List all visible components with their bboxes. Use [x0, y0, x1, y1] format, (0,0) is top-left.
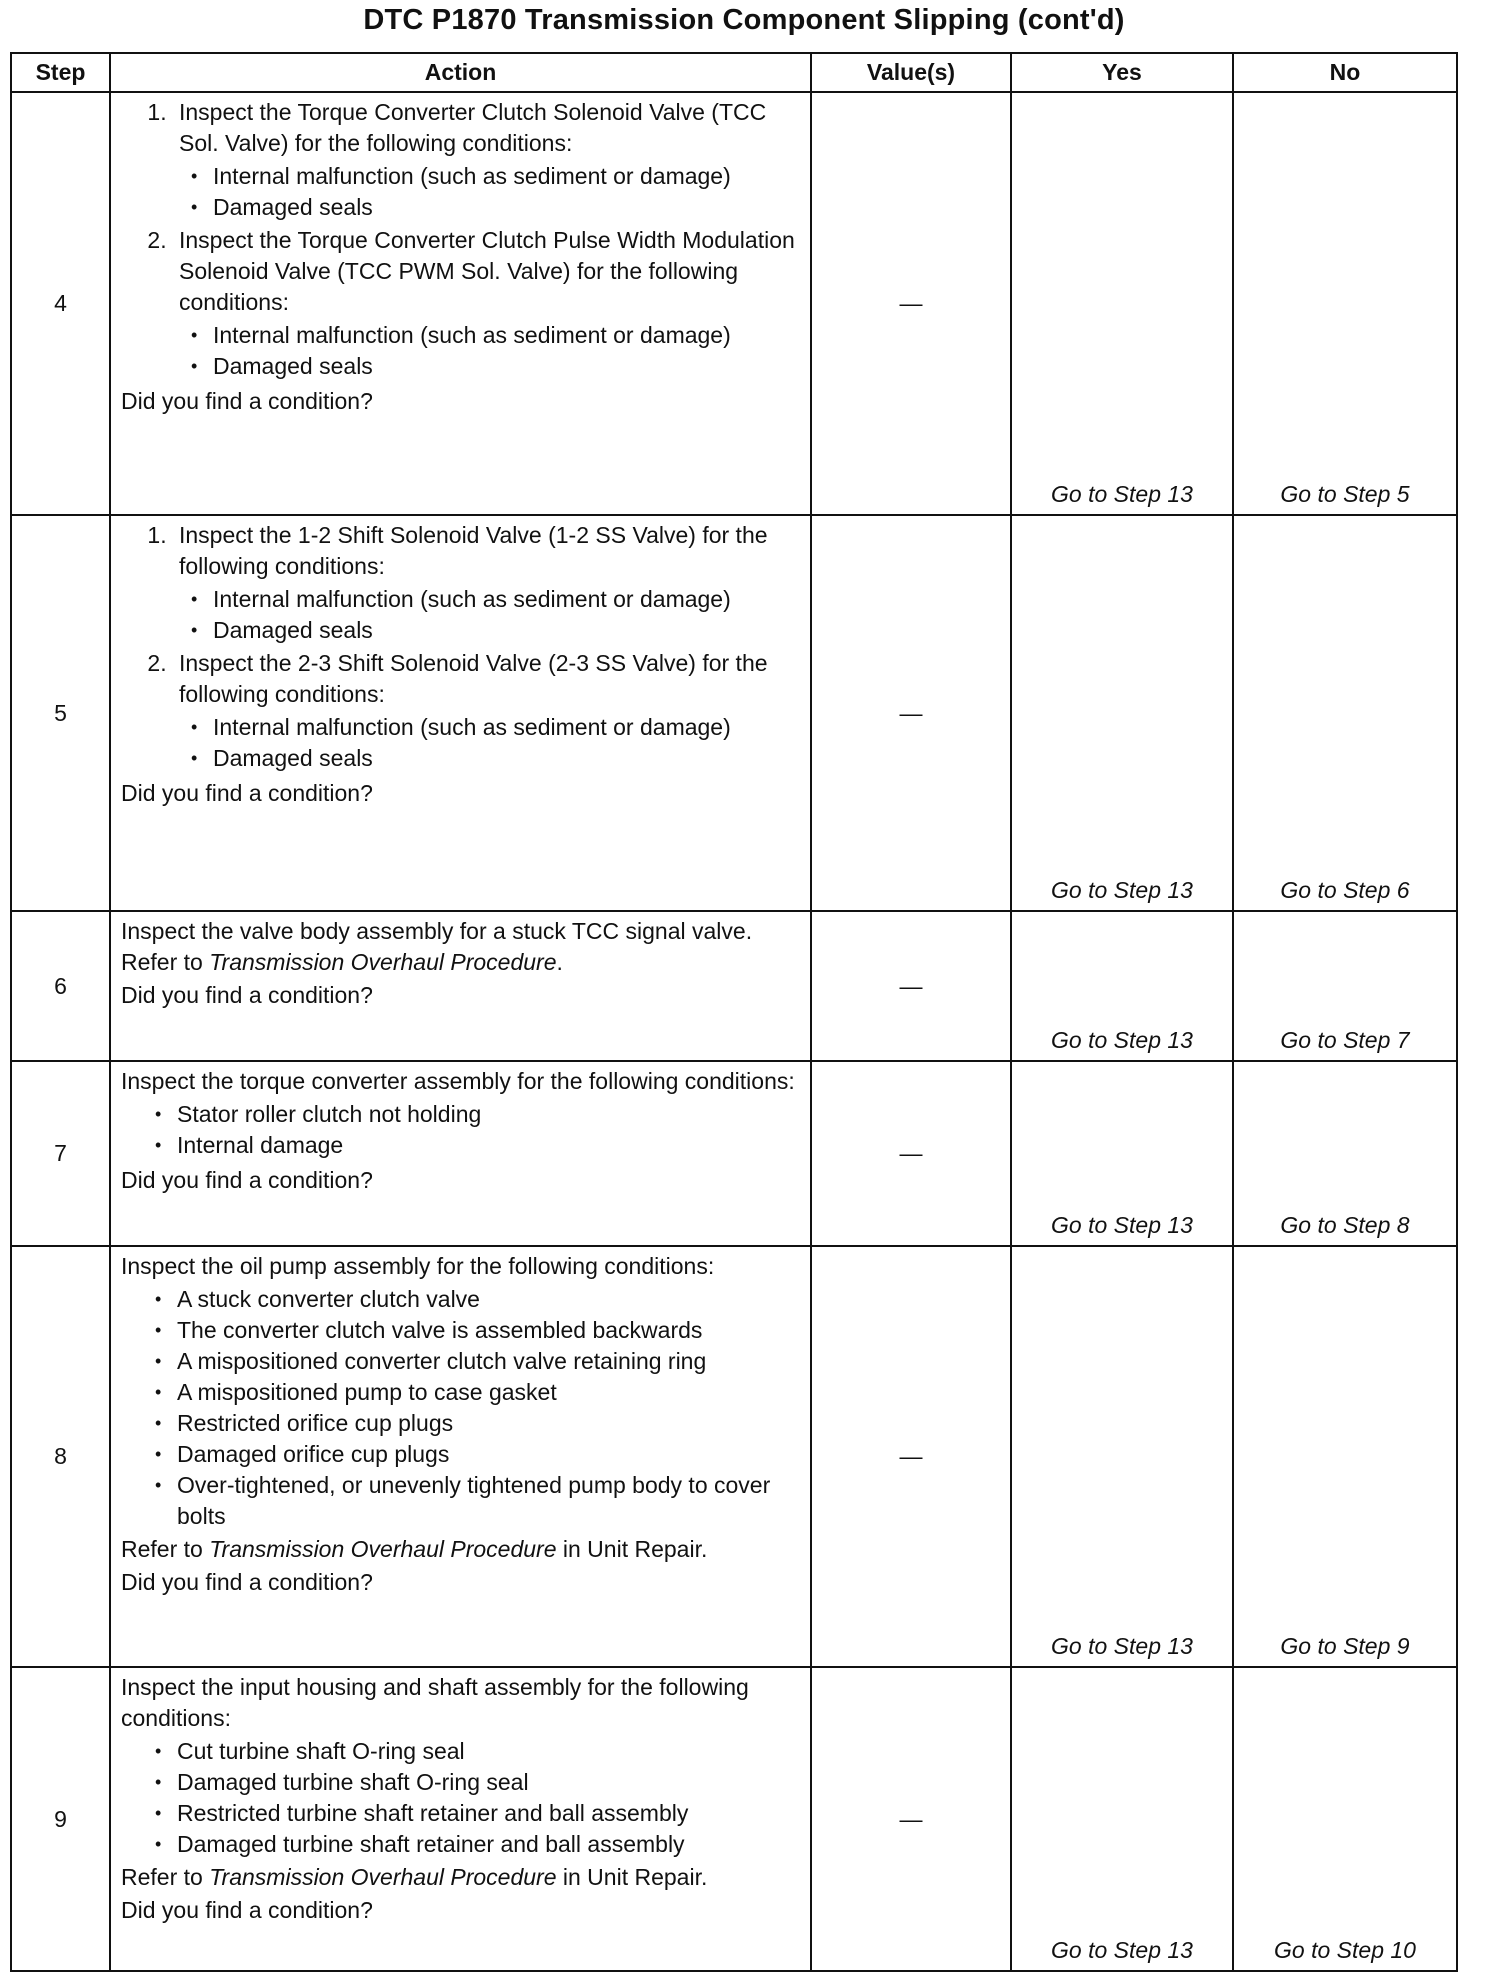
action-cell: [110, 515, 811, 911]
page-title: DTC P1870 Transmission Component Slipping (cont'd): [363, 4, 1125, 36]
header-values: Value(s): [811, 53, 1011, 92]
header-step: Step: [11, 53, 110, 92]
header-action: Action: [110, 53, 811, 92]
yes-result: Go to Step 13: [1011, 515, 1233, 911]
condition-list: [121, 1099, 804, 1161]
header-no: No: [1233, 53, 1457, 92]
table-row: [11, 515, 1457, 911]
condition-bullet: • Internal malfunction (such as sediment or damage): [213, 712, 804, 743]
step-number: 6: [11, 911, 110, 1061]
value-cell: —: [811, 515, 1011, 911]
question-text: Did you find a condition?: [121, 1569, 373, 1595]
action-item: 1. Inspect the 1-2 Shift Solenoid Valve (1-2 SS Valve) for the following conditions: • Internal malfunction (such as sediment or damage) • Damaged seals: [173, 520, 804, 646]
condition-bullet: • Restricted orifice cup plugs: [177, 1408, 804, 1439]
table-row: [11, 92, 1457, 515]
condition-bullet: • Internal malfunction (such as sediment or damage): [213, 584, 804, 615]
action-item: 2. Inspect the 2-3 Shift Solenoid Valve (2-3 SS Valve) for the following conditions: • Internal malfunction (such as sediment or damage) • Damaged seals: [173, 648, 804, 774]
step-number: 7: [11, 1061, 110, 1246]
yes-result: Go to Step 13: [1011, 1667, 1233, 1971]
action-list: [121, 97, 804, 384]
condition-bullet: • Over-tightened, or unevenly tightened pump body to cover bolts: [177, 1470, 804, 1532]
question-text: Did you find a condition?: [121, 982, 373, 1008]
condition-bullet: • A mispositioned converter clutch valve retaining ring: [177, 1346, 804, 1377]
condition-bullet: • A mispositioned pump to case gasket: [177, 1377, 804, 1408]
table-row: [11, 1667, 1457, 1971]
question-text: Did you find a condition?: [121, 780, 373, 806]
action-cell: [110, 1667, 811, 1971]
no-result: Go to Step 9: [1233, 1246, 1457, 1667]
condition-bullet: • Internal malfunction (such as sediment or damage): [213, 320, 804, 351]
step-number: 5: [11, 515, 110, 911]
procedure-reference: Transmission Overhaul Procedure: [209, 1864, 557, 1890]
diagnostic-table: [10, 52, 1458, 1972]
value-cell: —: [811, 911, 1011, 1061]
yes-result: Go to Step 13: [1011, 911, 1233, 1061]
action-cell: [110, 1246, 811, 1667]
condition-list: [121, 1736, 804, 1860]
action-item: 2. Inspect the Torque Converter Clutch Pulse Width Modulation Solenoid Valve (TCC PWM Sol. Valve) for the following conditions: • Internal malfunction (such as sediment or damage) • Damaged seals: [173, 225, 804, 382]
value-cell: —: [811, 92, 1011, 515]
procedure-reference: Transmission Overhaul Procedure: [209, 949, 557, 975]
refer-text: Refer to Transmission Overhaul Procedure in Unit Repair.: [121, 1536, 708, 1562]
condition-bullet: • Damaged orifice cup plugs: [177, 1439, 804, 1470]
value-cell: —: [811, 1246, 1011, 1667]
condition-bullet: • The converter clutch valve is assembled backwards: [177, 1315, 804, 1346]
value-cell: —: [811, 1061, 1011, 1246]
question-text: Did you find a condition?: [121, 388, 373, 414]
yes-result: Go to Step 13: [1011, 1061, 1233, 1246]
action-intro: Inspect the oil pump assembly for the following conditions:: [121, 1253, 715, 1279]
no-result: Go to Step 8: [1233, 1061, 1457, 1246]
condition-bullet: • Damaged seals: [213, 192, 804, 223]
table-row: [11, 1246, 1457, 1667]
header-yes: Yes: [1011, 53, 1233, 92]
condition-bullet: • Damaged seals: [213, 743, 804, 774]
condition-bullet: • Damaged seals: [213, 351, 804, 382]
yes-result: Go to Step 13: [1011, 92, 1233, 515]
action-item: 1. Inspect the Torque Converter Clutch Solenoid Valve (TCC Sol. Valve) for the following conditions: • Internal malfunction (such as sediment or damage) • Damaged seals: [173, 97, 804, 223]
step-number: 9: [11, 1667, 110, 1971]
action-cell: [110, 92, 811, 515]
condition-bullet: • A stuck converter clutch valve: [177, 1284, 804, 1315]
refer-text: Refer to Transmission Overhaul Procedure.: [121, 949, 563, 975]
question-text: Did you find a condition?: [121, 1897, 373, 1923]
condition-bullet: • Restricted turbine shaft retainer and ball assembly: [177, 1798, 804, 1829]
no-result: Go to Step 6: [1233, 515, 1457, 911]
procedure-reference: Transmission Overhaul Procedure: [209, 1536, 557, 1562]
condition-bullet: • Damaged turbine shaft O-ring seal: [177, 1767, 804, 1798]
action-cell: [110, 911, 811, 1061]
action-cell: [110, 1061, 811, 1246]
condition-bullet: • Damaged seals: [213, 615, 804, 646]
yes-result: Go to Step 13: [1011, 1246, 1233, 1667]
condition-list: [121, 1284, 804, 1532]
action-intro: Inspect the valve body assembly for a stuck TCC signal valve.: [121, 918, 753, 944]
condition-bullet: • Stator roller clutch not holding: [177, 1099, 804, 1130]
condition-bullet: • Internal damage: [177, 1130, 804, 1161]
action-intro: Inspect the torque converter assembly for the following conditions:: [121, 1068, 795, 1094]
action-list: [121, 520, 804, 776]
condition-bullet: • Cut turbine shaft O-ring seal: [177, 1736, 804, 1767]
condition-bullet: • Internal malfunction (such as sediment or damage): [213, 161, 804, 192]
table-row: [11, 1061, 1457, 1246]
table-header-row: [11, 53, 1457, 92]
question-text: Did you find a condition?: [121, 1167, 373, 1193]
refer-text: Refer to Transmission Overhaul Procedure in Unit Repair.: [121, 1864, 708, 1890]
value-cell: —: [811, 1667, 1011, 1971]
no-result: Go to Step 5: [1233, 92, 1457, 515]
step-number: 4: [11, 92, 110, 515]
no-result: Go to Step 10: [1233, 1667, 1457, 1971]
step-number: 8: [11, 1246, 110, 1667]
action-intro: Inspect the input housing and shaft assembly for the following conditions:: [121, 1674, 749, 1731]
table-row: [11, 911, 1457, 1061]
no-result: Go to Step 7: [1233, 911, 1457, 1061]
condition-bullet: • Damaged turbine shaft retainer and ball assembly: [177, 1829, 804, 1860]
